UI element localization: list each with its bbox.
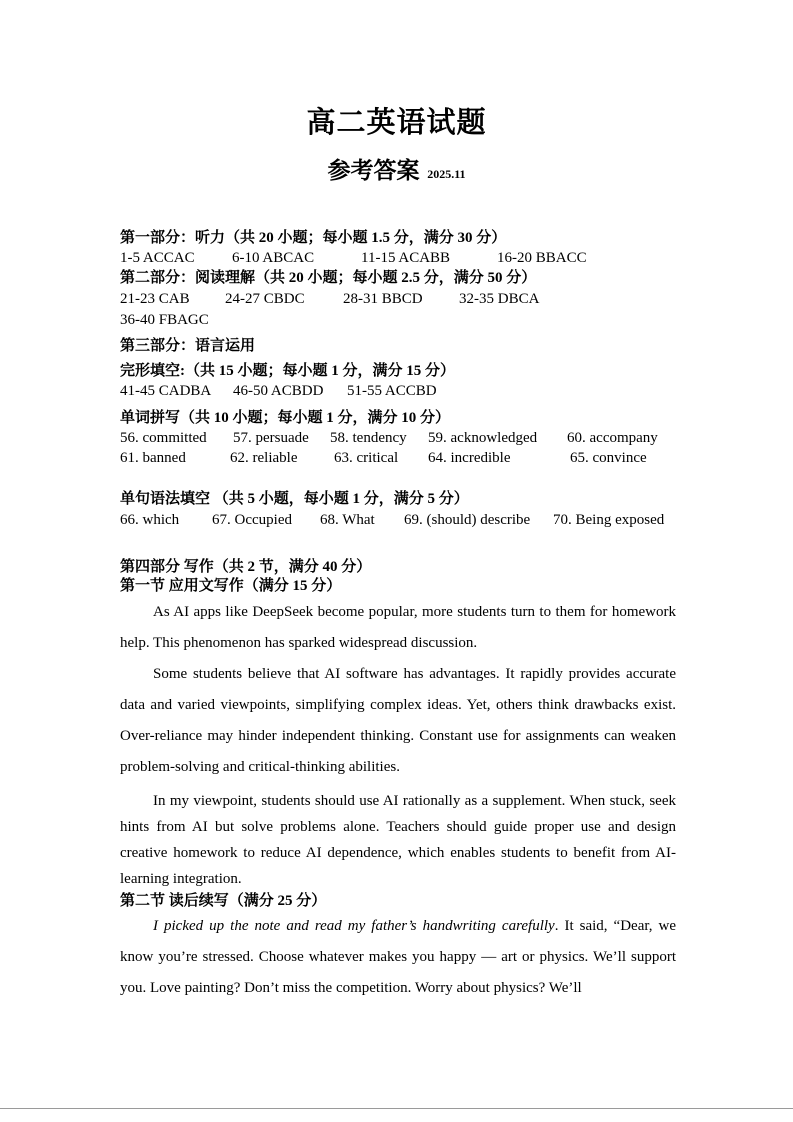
part1-heading: 第一部分：听力（共 20 小题；每小题 1.5 分，满分 30 分） [120,230,507,246]
cloze-answer-1: 41-45 CADBA [120,383,212,399]
essay-paragraph-3: In my viewpoint, students should use AI rationally as a supplement. When stuck, seek hints from AI but solve problems alone. Teachers should guide proper use and design creative homework to reduce AI dependence, which enables students to benefit from AI-learning integration. [120,793,676,887]
grammar-answer-69: 69. (should) describe [404,512,531,528]
essay-paragraph-2: Some students believe that AI software has advantages. It rapidly provides accurate data and varied viewpoints, simplifying complex ideas. Yet, others think drawbacks exist. Over-reliance may hinder independent thinking. Constant use for assignments can weaken problem-solving and critical-thinking abilities. [120,666,676,775]
part4-heading: 第四部分 写作（共 2 节，满分 40 分） [120,559,372,575]
spelling-answer-62: 62. reliable [230,450,298,466]
spelling-answer-58: 58. tendency [330,430,407,446]
section2-heading: 第二节 读后续写（满分 25 分） [120,893,327,909]
part1-answer-1: 1-5 ACCAC [120,250,195,266]
cloze-answer-3: 51-55 ACCBD [347,383,437,399]
continuation-opening: I picked up the note and read my father’s handwriting carefully [153,918,555,934]
part2-answer-3: 28-31 BBCD [343,291,423,307]
spelling-answer-59: 59. acknowledged [428,430,538,446]
spelling-answer-57: 57. persuade [233,430,309,446]
spelling-answer-56: 56. committed [120,430,207,446]
section1-heading: 第一节 应用文写作（满分 15 分） [120,578,342,594]
grammar-answer-70: 70. Being exposed [553,512,665,528]
spelling-answer-65: 65. convince [570,450,647,466]
spelling-answer-63: 63. critical [334,450,399,466]
spelling-answer-60: 60. accompany [567,430,658,446]
continuation-text: . It said, “Dear, we know you’re stressed. Choose whatever makes you happy — art or physics. We’ll support you. Love painting? Don’t miss the competition. Worry about physics? We’ll [120,918,676,996]
grammar-heading: 单句语法填空 （共 5 小题，每小题 1 分，满分 5 分） [120,491,469,507]
grammar-answer-67: 67. Occupied [212,512,292,528]
page-title: 高二英语试题 [306,107,487,139]
part1-answer-4: 16-20 BBACC [497,250,587,266]
page-bottom-rule [0,1108,793,1109]
grammar-answer-68: 68. What [320,512,375,528]
section1-essay [120,597,676,783]
part3-heading: 第三部分：语言运用 [120,338,256,354]
grammar-answer-66: 66. which [120,512,180,528]
subtitle-text: 参考答案 [327,158,420,183]
part2-heading: 第二部分：阅读理解（共 20 小题；每小题 2.5 分，满分 50 分） [120,270,537,286]
essay-paragraph-1: As AI apps like DeepSeek become popular, more students turn to them for homework help. This phenomenon has sparked widespread discussion. [120,604,676,651]
spelling-answer-61: 61. banned [120,450,186,466]
part2-answer-1: 21-23 CAB [120,291,190,307]
part2-answer-2: 24-27 CBDC [225,291,305,307]
cloze-heading: 完形填空:（共 15 小题；每小题 1 分，满分 15 分） [120,363,455,379]
part1-answer-2: 6-10 ABCAC [232,250,315,266]
spelling-answer-64: 64. incredible [428,450,511,466]
spelling-heading: 单词拼写（共 10 小题；每小题 1 分，满分 10 分） [120,410,451,426]
part2-answer-5: 36-40 FBAGC [120,312,209,328]
cloze-answer-2: 46-50 ACBDD [233,383,324,399]
exam-date: 2025.11 [427,167,466,181]
section1-essay-cont [120,788,676,892]
part1-answer-3: 11-15 ACABB [361,250,451,266]
page-subtitle [0,152,793,185]
part2-answer-4: 32-35 DBCA [459,291,540,307]
section2-continuation [120,911,676,1004]
